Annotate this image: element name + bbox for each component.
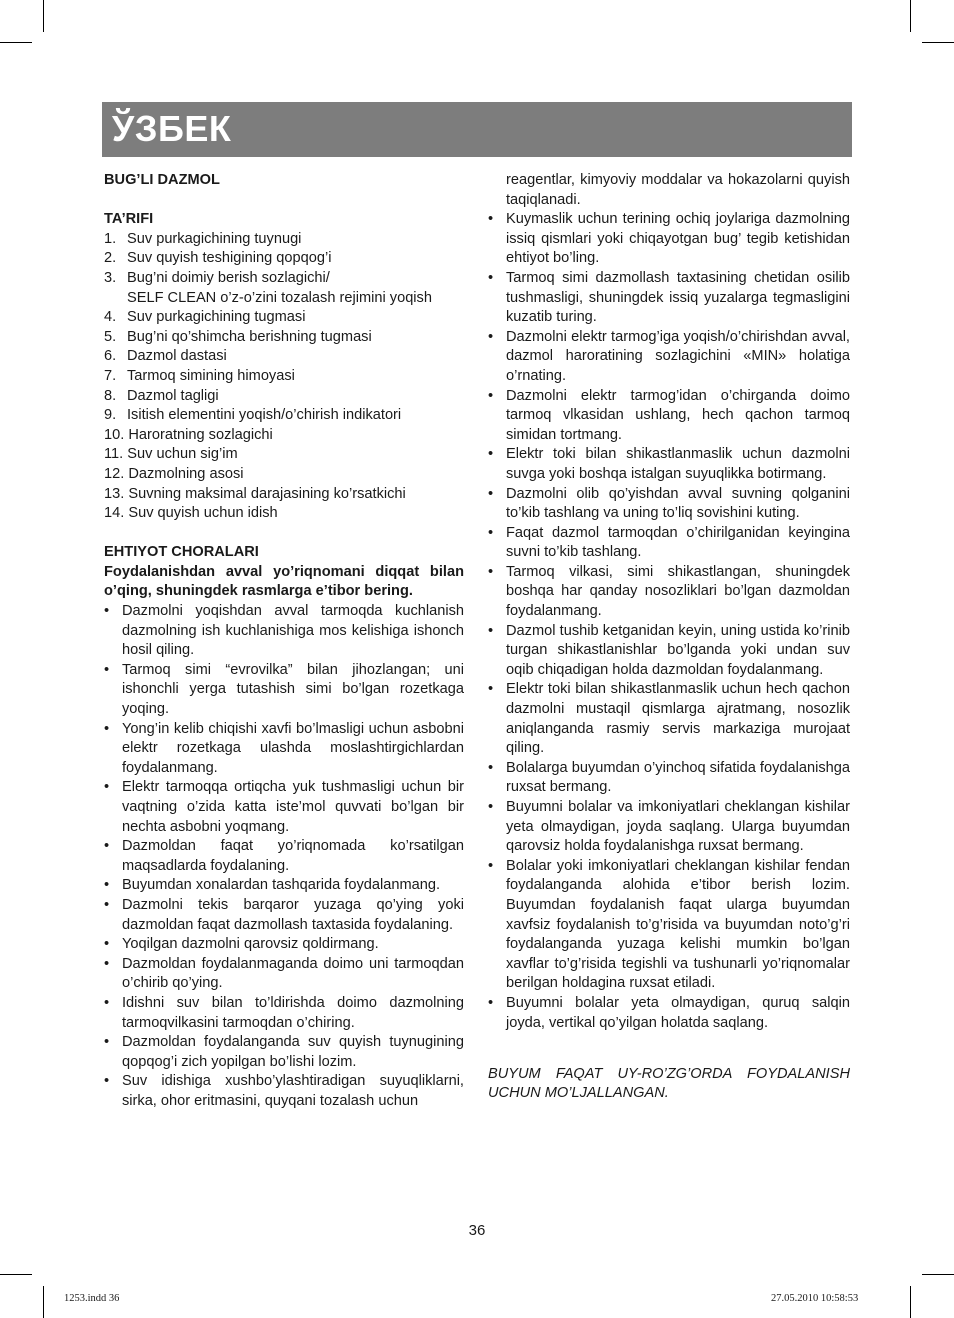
part-text: Dazmol tagligi xyxy=(127,387,219,404)
list-item xyxy=(488,798,850,857)
bullet-icon: • xyxy=(104,603,110,620)
list-item-text: Tarmoq vilkasi, simi shikastlangan, shuningdek boshqa har qanday nosozliklari bo’lgan dazmoldan foydalanmang. xyxy=(506,563,850,620)
list-item-text: Idishni suv bilan to’ldirishda doimo dazmolning tarmoqvilkasini tarmoqdan o’chiring. xyxy=(122,994,464,1031)
part-item xyxy=(104,230,464,250)
list-item xyxy=(104,720,464,779)
list-item xyxy=(104,602,464,661)
part-item xyxy=(104,387,464,407)
part-number: 9. xyxy=(104,407,117,424)
list-item xyxy=(488,759,850,798)
list-item xyxy=(488,622,850,681)
bullet-icon: • xyxy=(104,896,110,913)
bullet-icon: • xyxy=(488,485,494,502)
list-item-text: Dazmolni olib qo’yishdan avval suvning qolganini to’kib tashlang va uning to’liq sovishini kuting. xyxy=(506,485,850,522)
bullet-icon: • xyxy=(104,936,110,953)
list-item xyxy=(104,896,464,935)
list-item-text: Bolalarga buyumdan o’yinchoq sifatida foydalanishga ruxsat bermang. xyxy=(506,759,850,796)
bullet-icon: • xyxy=(104,1034,110,1051)
language-title: ЎЗБЕК xyxy=(112,108,232,149)
list-item-text: Kuymaslik uchun terining ochiq joylariga dazmolning issiq qismlari yoki chiqayotgan bug’ tegib ketishidan ehtiyot bo’ling. xyxy=(506,211,850,267)
part-item xyxy=(104,426,464,446)
list-item xyxy=(488,857,850,994)
list-item xyxy=(104,876,464,896)
part-subtext: SELF CLEAN o’z-o’zini tozalash rejimini yoqish xyxy=(127,289,432,306)
list-item-text: Dazmoldan foydalanmaganda doimo uni tarmoqdan o’chirib qo’ying. xyxy=(122,955,464,992)
list-item-text: Yong’in kelib chiqishi xavfi bo’lmasligi uchun asbobni elektr rozetkaga ulashda moslashtirgichlardan foydalanmang. xyxy=(122,720,464,776)
bullet-icon: • xyxy=(488,994,494,1011)
bullet-icon: • xyxy=(488,387,494,404)
bullet-icon: • xyxy=(488,681,494,698)
list-item-text: Dazmolni yoqishdan avval tarmoqda kuchlanish dazmolning ish kuchlanishiga mos kelishiga ishonch hosil qiling. xyxy=(122,603,464,659)
part-number: 13. xyxy=(104,485,125,502)
list-item-text: Elektr tarmoqqa ortiqcha yuk tushmasligi uchun bir vaqtning o’zida katta iste’mol quvvati bo’lgan bir nechta asbobni yoqmang. xyxy=(122,779,464,835)
part-number: 1. xyxy=(104,230,117,247)
list-item xyxy=(488,328,850,387)
part-number: 6. xyxy=(104,348,117,365)
list-item xyxy=(104,778,464,837)
crop-mark xyxy=(922,42,954,43)
part-number: 12. xyxy=(104,465,125,482)
safety-list-left xyxy=(104,602,464,1111)
product-title: BUG’LI DAZMOL xyxy=(104,172,220,188)
left-column xyxy=(104,171,464,1112)
bullet-icon: • xyxy=(488,857,494,874)
list-item-text: Suv idishiga xushbo’ylashtiradigan suyuqliklarni, sirka, ohor eritmasini, quyqani tozalash uchun xyxy=(122,1073,464,1109)
safety-list-right xyxy=(488,210,850,1033)
crop-mark xyxy=(922,1274,954,1275)
bullet-icon: • xyxy=(488,622,494,639)
list-item-text: Buyumni bolalar va imkoniyatlari cheklangan kishilar yeta olmaydigan, joyda saqlang. Ularga buyumdan qarovsiz holda foydalanishga ruxsat bermang. xyxy=(506,799,850,855)
bullet-icon: • xyxy=(104,720,110,737)
list-item xyxy=(104,955,464,994)
right-column xyxy=(488,171,850,1104)
part-number: 7. xyxy=(104,367,117,384)
part-text: Suv quyish uchun idish xyxy=(128,505,278,522)
part-text: Isitish elementini yoqish/o’chirish indikatori xyxy=(127,407,402,424)
part-text: Dazmolning asosi xyxy=(128,465,244,482)
bullet-icon: • xyxy=(488,328,494,345)
list-item xyxy=(488,680,850,758)
list-item-text: Dazmolni elektr tarmog’idan o’chirganda doimo tarmoq vlkasidan ushlang, hech qachon tarmoq simidan tortmang. xyxy=(506,387,850,443)
continued-text: reagentlar, kimyoviy moddalar va hokazolarni quyish taqiqlanadi. xyxy=(506,172,850,208)
list-item xyxy=(104,661,464,720)
list-item xyxy=(104,1072,464,1111)
part-item xyxy=(104,504,464,524)
part-text: Haroratning sozlagichi xyxy=(128,426,273,443)
part-item xyxy=(104,347,464,367)
part-number: 10. xyxy=(104,426,125,443)
part-item xyxy=(104,445,464,465)
part-number: 4. xyxy=(104,309,117,326)
list-item xyxy=(488,524,850,563)
bullet-icon: • xyxy=(488,211,494,228)
list-item-text: Elektr toki bilan shikastlanmaslik uchun hech qachon dazmolni mustaqil qismlarga ajratmang, nosozlik aniqlanganda rasmiy servis markaziga murojaat qiling. xyxy=(506,681,850,757)
list-item xyxy=(488,485,850,524)
bullet-icon: • xyxy=(488,269,494,286)
part-number: 2. xyxy=(104,250,117,267)
part-item xyxy=(104,465,464,485)
safety-intro: Foydalanishdan avval yo’riqnomani diqqat bilan o’qing, shuningdek rasmlarga e’tibor bering. xyxy=(104,563,464,600)
bullet-icon: • xyxy=(488,446,494,463)
part-item xyxy=(104,269,464,308)
list-item-text: Dazmoldan foydalanganda suv quyish tuynugining qopqog’i zich yopilgan bo’lishi lozim. xyxy=(122,1034,464,1070)
list-item xyxy=(104,994,464,1033)
household-use-note: BUYUM FAQAT UY-RO’ZG’ORDA FOYDALANISH UCHUN MO’LJALLANGAN. xyxy=(488,1065,850,1102)
footer-timestamp: 27.05.2010 10:58:53 xyxy=(771,1293,859,1304)
part-item xyxy=(104,328,464,348)
list-item xyxy=(488,269,850,328)
bullet-icon: • xyxy=(488,759,494,776)
language-banner xyxy=(102,102,852,157)
list-item xyxy=(104,1033,464,1072)
list-item-text: Yoqilgan dazmolni qarovsiz qoldirmang. xyxy=(122,936,379,953)
crop-mark xyxy=(43,1286,44,1318)
bullet-icon: • xyxy=(488,563,494,580)
list-item-text: Faqat dazmol tarmoqdan o’chirilganidan keyingina suvni to’kib tashlang. xyxy=(506,524,850,561)
crop-mark xyxy=(43,0,44,32)
parts-list xyxy=(104,230,464,524)
footer-file: 1253.indd 36 xyxy=(64,1293,120,1304)
part-text: Suv purkagichining tugmasi xyxy=(127,309,306,326)
part-number: 11. xyxy=(104,446,124,463)
list-item xyxy=(488,210,850,269)
part-number: 5. xyxy=(104,328,117,345)
list-item-text: Dazmol tushib ketganidan keyin, uning ustida ko’rinib turgan shikastlanishlar bo’lganda yoki undan suv oqib chiqadigan holda dazmoldan foydalanmang. xyxy=(506,622,850,678)
part-item xyxy=(104,485,464,505)
bullet-icon: • xyxy=(104,1073,110,1090)
bullet-icon: • xyxy=(104,994,110,1011)
list-item xyxy=(104,935,464,955)
bullet-icon: • xyxy=(104,661,110,678)
bullet-icon: • xyxy=(488,799,494,815)
list-item-text: Dazmolni elektr tarmog’iga yoqish/o’chirishdan avval, dazmol haroratining sozlagichini «MIN» holatiga o’rnating. xyxy=(506,328,850,384)
part-text: Bug’ni doimiy berish sozlagichi/ xyxy=(127,269,330,286)
part-text: Dazmol dastasi xyxy=(127,348,227,365)
list-item-text: Dazmolni tekis barqaror yuzaga qo’ying yoki dazmoldan faqat dazmollash taxtasida foydalaning. xyxy=(122,896,464,933)
crop-mark xyxy=(910,0,911,32)
crop-mark xyxy=(0,1274,32,1275)
list-item xyxy=(488,994,850,1033)
part-item xyxy=(104,367,464,387)
list-item xyxy=(488,445,850,484)
list-item xyxy=(104,837,464,876)
safety-heading: EHTIYOT CHORALARI xyxy=(104,544,259,561)
list-item-text: Elektr toki bilan shikastlanmaslik uchun dazmolni suvga yoki boshqa istalgan suyuqlikka botirmang. xyxy=(506,446,850,482)
part-item xyxy=(104,406,464,426)
bullet-icon: • xyxy=(104,779,110,796)
part-item xyxy=(104,249,464,269)
part-text: Suvning maksimal darajasining ko’rsatkichi xyxy=(128,485,406,502)
part-text: Suv purkagichining tuynugi xyxy=(127,230,302,247)
list-item xyxy=(488,387,850,446)
bullet-icon: • xyxy=(104,838,110,855)
part-number: 3. xyxy=(104,269,117,286)
list-item-text: Tarmoq simi dazmollash taxtasining chetidan osilib tushmasligi, shuningdek issiq yuzalarga tegmasligini kuzatib turing. xyxy=(506,269,850,326)
list-item xyxy=(488,563,850,622)
list-item-text: Tarmoq simi “evrovilka” bilan jihozlangan; uni ishonchli yerga tutashish simi bo’lgan rozetkaga yoqing. xyxy=(122,661,464,718)
part-text: Tarmoq simining himoyasi xyxy=(127,367,295,384)
crop-mark xyxy=(910,1286,911,1318)
bullet-icon: • xyxy=(488,524,494,541)
crop-mark xyxy=(0,42,32,43)
list-item-text: Dazmoldan faqat yo’riqnomada ko’rsatilgan maqsadlarda foydalaning. xyxy=(122,838,464,874)
bullet-icon: • xyxy=(104,955,110,972)
part-text: Suv quyish teshigining qopqog’i xyxy=(127,250,332,267)
part-number: 8. xyxy=(104,387,117,404)
description-heading: TA’RIFI xyxy=(104,211,154,228)
bullet-icon: • xyxy=(104,877,110,894)
part-text: Suv uchun sig’im xyxy=(127,446,238,463)
part-item xyxy=(104,308,464,328)
list-item-text: Buyumdan xonalardan tashqarida foydalanmang. xyxy=(122,877,441,894)
page-number: 36 xyxy=(468,1222,486,1239)
part-number: 14. xyxy=(104,505,125,522)
part-text: Bug’ni qo’shimcha berishning tugmasi xyxy=(127,328,372,345)
list-item-text: Bolalar yoki imkoniyatlari cheklangan kishilar fendan foydalanganda alohida e’tibor berish lozim. Buyumdan foydalanish faqat ularga buyumdan xavfsiz foydalanish to’g’risida va buyumdan noto’g’ri foydalanganda yuzaga kelishi mumkin bo’lgan xavflar to’g’risida tegishli va tushunarli yo’riqnomalar berilgan holdagina ruxsat etiladi. xyxy=(506,857,850,992)
list-item-text: Buyumni bolalar yeta olmaydigan, quruq salqin joyda, vertikal qo’yilgan holatda saqlang. xyxy=(506,994,850,1031)
